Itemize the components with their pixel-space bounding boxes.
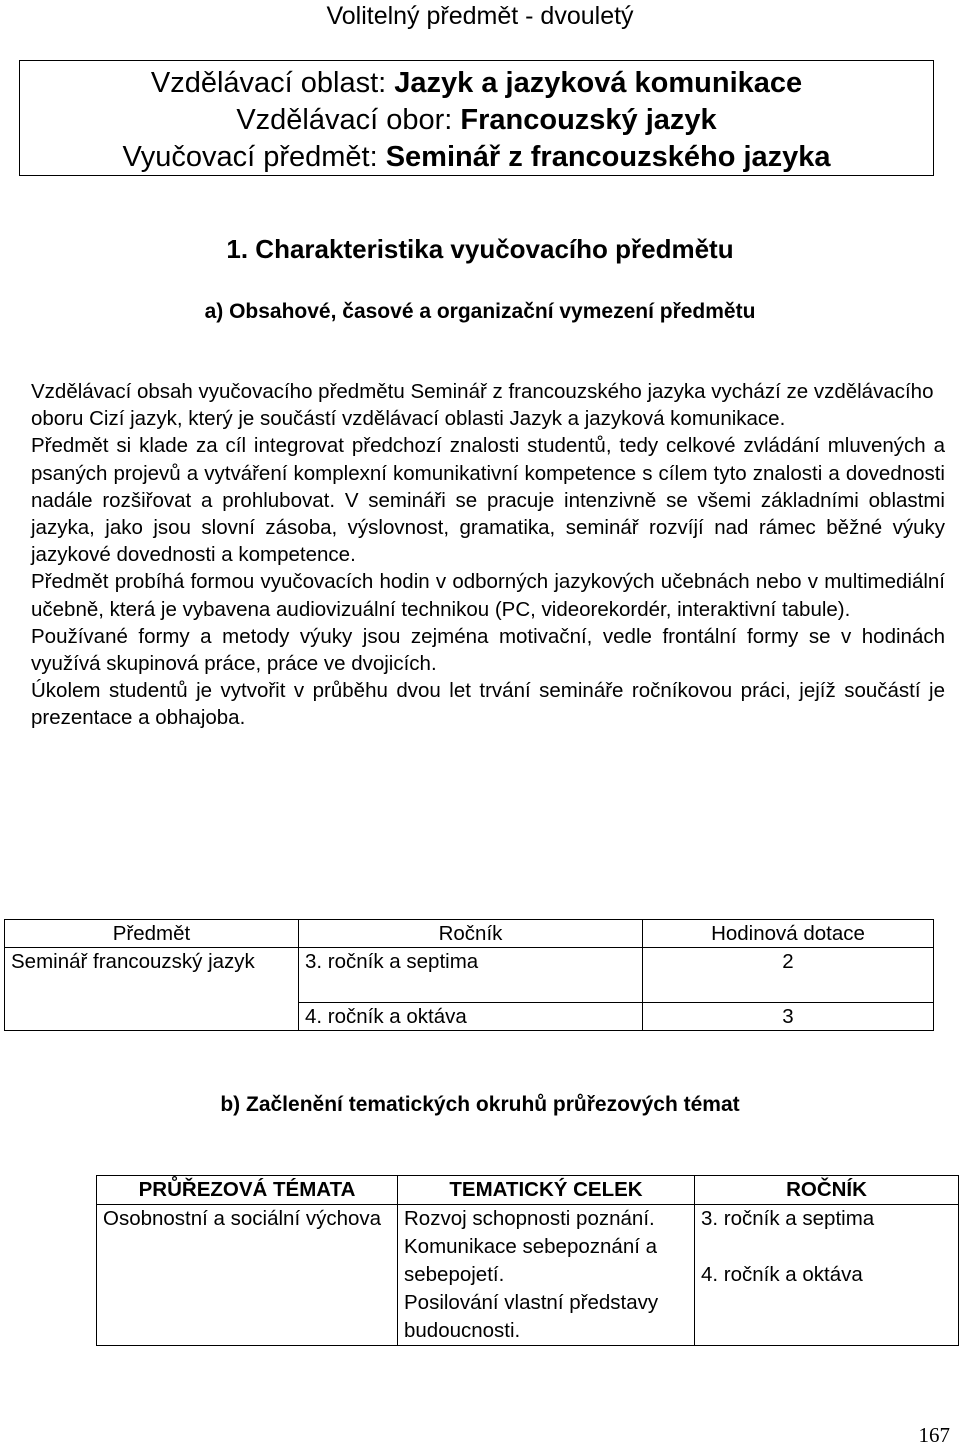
- subsection-heading-a: a) Obsahové, časové a organizační vymezení předmětu: [204, 300, 756, 323]
- unit-text: Rozvoj schopnosti poznání. Komunikace sebepoznání a sebepojetí.: [404, 1207, 658, 1286]
- field-label: Vzdělávací obor:: [236, 104, 461, 136]
- table-cell-units: [398, 1205, 695, 1346]
- area-value: Jazyk a jazyková komunikace: [394, 67, 803, 99]
- paragraph: Úkolem studentů je vytvořit v průběhu dvou let trvání semináře ročníkovou práci, jejíž součástí je prezentace a obhajoba.: [31, 679, 945, 730]
- table-cell-years: [695, 1205, 959, 1346]
- table-header-row: [5, 920, 934, 948]
- subject-header-box: [19, 60, 934, 176]
- section-heading-characteristics: 1. Charakteristika vyučovacího předmětu: [226, 234, 734, 264]
- table-cell-hours: 3: [643, 1003, 934, 1031]
- paragraph: Používané formy a metody výuky jsou zejména motivační, vedle frontální formy se v hodinách využívá skupinová práce, práce ve dvojicích.: [31, 624, 945, 676]
- table-header-row: [97, 1176, 959, 1205]
- cross-topics-table: [96, 1175, 959, 1346]
- table-header-cell: Hodinová dotace: [643, 920, 934, 948]
- table-cell-year: 3. ročník a septima: [299, 948, 643, 1003]
- document-subtitle: Volitelný předmět - dvouletý: [326, 2, 634, 30]
- table-row: [5, 948, 934, 1003]
- table-cell-theme: Osobnostní a sociální výchova: [97, 1205, 398, 1346]
- table-cell-hours: 2: [643, 948, 934, 1003]
- field-value: Francouzský jazyk: [460, 104, 717, 136]
- table-header-cell: TEMATICKÝ CELEK: [398, 1176, 695, 1205]
- table-header-cell: ROČNÍK: [695, 1176, 959, 1205]
- paragraph: Předmět si klade za cíl integrovat předchozí znalosti studentů, tedy celkové zvládání mluvených a psaných projevů a vytváření komplexní komunikativní kompetence s cílem tyto znalosti a dovednosti nadále rozšiřovat a prohlubovat. V semináři se pracuje intenzivně se všemi základními oblastmi jazyka, jako jsou slovní zásoba, výslovnost, gramatika, seminář rozvíjí nad rámec běžné výuky jazykové dovednosti a kompetence.: [31, 434, 945, 567]
- hours-table: [4, 919, 934, 1031]
- area-label: Vzdělávací oblast:: [150, 67, 395, 99]
- table-header-cell: Předmět: [5, 920, 299, 948]
- body-text: [31, 378, 945, 732]
- header-line-area: [20, 65, 933, 102]
- table-header-cell: PRŮŘEZOVÁ TÉMATA: [97, 1176, 398, 1205]
- header-line-subject: [20, 139, 933, 176]
- subsection-heading-b: b) Začlenění tematických okruhů průřezových témat: [220, 1093, 740, 1116]
- year-text: 4. ročník a oktáva: [701, 1263, 863, 1286]
- unit-text: Posilování vlastní představy budoucnosti.: [404, 1291, 659, 1342]
- table-cell-subject: Seminář francouzský jazyk: [5, 948, 299, 1031]
- year-text: 3. ročník a septima: [701, 1207, 875, 1230]
- page-number: 167: [918, 1423, 950, 1447]
- subject-value: Seminář z francouzského jazyka: [385, 141, 831, 173]
- table-header-cell: Ročník: [299, 920, 643, 948]
- paragraph: Předmět probíhá formou vyučovacích hodin v odborných jazykových učebnách nebo v multimediální učebně, která je vybavena audiovizuální technikou (PC, videorekordér, interaktivní tabule).: [31, 570, 945, 621]
- table-cell-year: 4. ročník a oktáva: [299, 1003, 643, 1031]
- subject-label: Vyučovací předmět:: [122, 141, 386, 173]
- header-line-field: [20, 102, 933, 139]
- table-row: [97, 1205, 959, 1346]
- paragraph: Vzdělávací obsah vyučovacího předmětu Seminář z francouzského jazyka vychází ze vzdělávacího oboru Cizí jazyk, který je součástí vzdělávací oblasti Jazyk a jazyková komunikace.: [31, 380, 934, 431]
